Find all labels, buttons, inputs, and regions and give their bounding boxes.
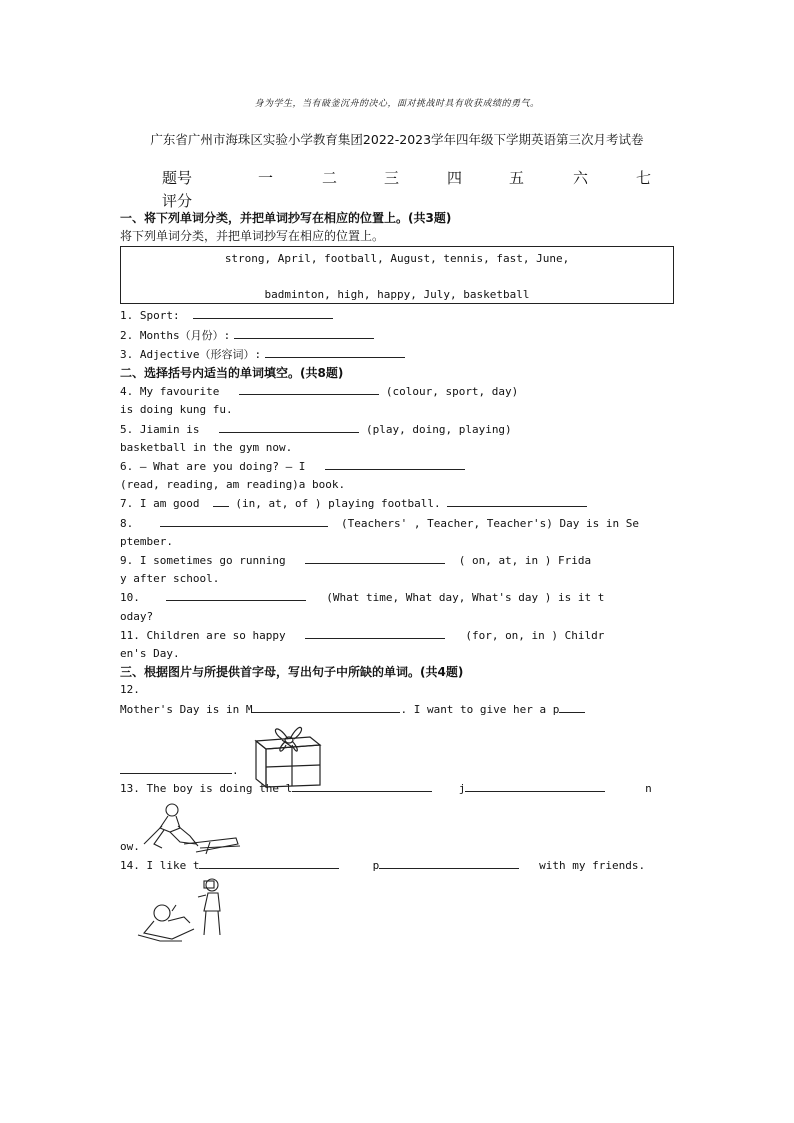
question-4: [120, 382, 674, 401]
word-bank-line2: badminton, high, happy, July, basketball: [264, 288, 530, 302]
q7-answer-blank[interactable]: [213, 494, 229, 507]
q11-answer-blank[interactable]: [305, 626, 445, 639]
q8-number: 8.: [120, 516, 134, 530]
q14-p-blank[interactable]: [379, 856, 519, 869]
question-14: [120, 856, 674, 875]
taking-photos-picture: [132, 877, 228, 945]
question-12: [120, 700, 674, 719]
q12-text-a: Mother's Day is in M: [120, 702, 253, 716]
q13-text-a: 13. The boy is doing the l: [120, 781, 293, 795]
score-label-question-no: 题号: [162, 169, 193, 187]
question-2: [120, 326, 674, 345]
q9-text-a: 9. I sometimes go running: [120, 554, 286, 568]
question-8: [120, 514, 674, 533]
q5-options: (play, doing, playing): [365, 422, 512, 436]
q5-text-a: 5. Jiamin is: [120, 422, 200, 436]
score-col-2: 二: [322, 169, 338, 187]
q13-jump-blank[interactable]: [465, 779, 605, 792]
question-1: [120, 306, 674, 325]
q3-answer-blank[interactable]: [265, 345, 405, 358]
q3-label: 3. Adjective（形容词）:: [120, 347, 262, 361]
score-col-7: 七: [636, 169, 652, 187]
q4-answer-blank[interactable]: [239, 382, 379, 395]
q11-text-a: 11. Children are so happy: [120, 628, 286, 642]
q14-t-blank[interactable]: [199, 856, 339, 869]
q2-answer-blank[interactable]: [234, 326, 374, 339]
q1-label: 1. Sport:: [120, 309, 180, 323]
exam-content: [120, 209, 674, 945]
header-motto: 身为学生，当有破釜沉舟的决心，面对挑战时具有收获成绩的勇气。: [254, 99, 540, 109]
q12-present-blank-start[interactable]: [559, 700, 585, 713]
score-col-5: 五: [509, 169, 525, 187]
q7-trailing-blank[interactable]: [447, 494, 587, 507]
q8-text-c: ptember.: [120, 534, 173, 548]
q5-answer-blank[interactable]: [219, 420, 359, 433]
section1-heading: 一、将下列单词分类，并把单词抄写在相应的位置上。(共3题): [120, 211, 452, 225]
exam-title: 广东省广州市海珠区实验小学教育集团2022-2023学年四年级下学期英语第三次月考试卷: [150, 132, 644, 147]
score-col-3: 三: [384, 169, 400, 187]
q6-options: (read, reading, am reading)a book.: [120, 478, 346, 492]
q9-answer-blank[interactable]: [305, 551, 445, 564]
gift-box-picture: [252, 715, 324, 789]
q13-text-c: n: [645, 781, 652, 795]
q4-text-a: 4. My favourite: [120, 385, 220, 399]
q13-picture-row: [120, 798, 674, 856]
score-col-6: 六: [573, 169, 589, 187]
long-jump-boy-picture: [140, 798, 244, 856]
section1-instruction: 将下列单词分类，并把单词抄写在相应的位置上。: [120, 229, 385, 244]
question-10: [120, 588, 674, 607]
q12-end-period: .: [232, 763, 239, 777]
q6-answer-blank[interactable]: [325, 457, 465, 470]
q14-text-b: p: [372, 859, 380, 873]
q12-month-blank[interactable]: [252, 700, 400, 713]
q9-text-c: y after school.: [120, 572, 220, 586]
q4-text-c: is doing kung fu.: [120, 403, 233, 417]
q7-options: (in, at, of ) playing football.: [235, 497, 441, 511]
word-bank-line1: strong, April, football, August, tennis, fast, June,: [224, 252, 570, 266]
q12-text-b: . I want to give her a p: [400, 702, 560, 716]
score-col-4: 四: [447, 169, 463, 187]
question-11: [120, 626, 674, 645]
question-3: [120, 345, 674, 364]
q8-options: (Teachers' , Teacher, Teacher's) Day is in Se: [341, 516, 640, 530]
q11-text-c: en's Day.: [120, 647, 180, 661]
question-5: [120, 420, 674, 439]
q14-text-a: 14. I like t: [120, 859, 200, 873]
q13-text-b: j: [458, 781, 466, 795]
q1-answer-blank[interactable]: [193, 306, 333, 319]
q13-text-d: ow.: [120, 840, 140, 854]
q4-options: (colour, sport, day): [385, 385, 519, 399]
q12-number: 12.: [120, 683, 140, 697]
q8-answer-blank[interactable]: [160, 514, 328, 527]
word-bank-box: [120, 246, 674, 304]
q10-answer-blank[interactable]: [166, 588, 306, 601]
q9-options: ( on, at, in ) Frida: [458, 554, 592, 568]
q12-picture-row: [120, 719, 674, 779]
score-table-header: [162, 167, 662, 189]
q11-options: (for, on, in ) Childr: [465, 628, 605, 642]
question-7: [120, 494, 674, 513]
q6-text-a: 6. — What are you doing? — I: [120, 460, 306, 474]
q5-text-c: basketball in the gym now.: [120, 440, 293, 454]
score-label-score: 评分: [162, 192, 193, 210]
score-col-1: 一: [258, 169, 274, 187]
question-13: [120, 779, 674, 798]
q10-options: (What time, What day, What's day ) is it t: [326, 591, 605, 605]
section3-heading: 三、根据图片与所提供首字母，写出句子中所缺的单词。(共4题): [120, 665, 464, 680]
q10-text-c: oday?: [120, 609, 154, 623]
q2-label: 2. Months（月份）:: [120, 328, 231, 342]
question-9: [120, 551, 674, 570]
q14-text-c: with my friends.: [539, 859, 646, 873]
question-6: [120, 457, 674, 476]
q12-present-blank-end[interactable]: [120, 761, 232, 774]
q7-text-a: 7. I am good: [120, 497, 200, 511]
q10-number: 10.: [120, 591, 140, 605]
section2-heading: 二、选择括号内适当的单词填空。(共8题): [120, 366, 344, 381]
